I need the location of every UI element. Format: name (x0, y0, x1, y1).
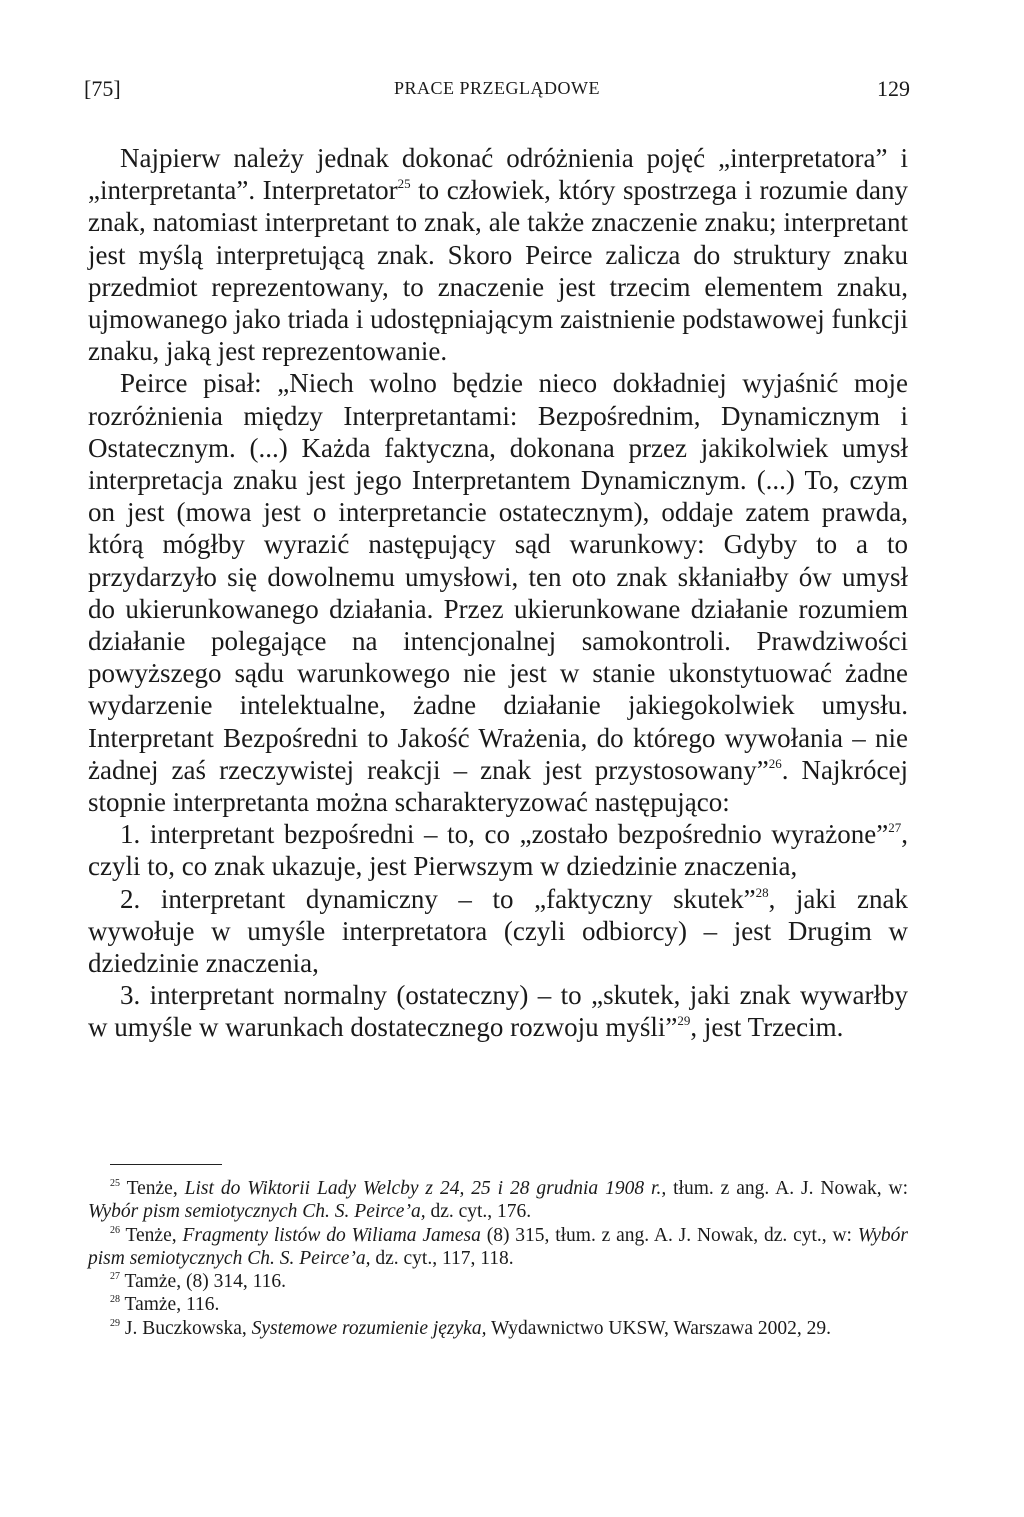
section-title: PRACE PRZEGLĄDOWE (394, 78, 600, 98)
footnote-ref-29[interactable]: 29 (677, 1013, 691, 1029)
paragraph-2: Peirce pisał: „Niech wolno będzie nieco dokładniej wyjaśnić moje rozróżnienia między Interpretantami: Bezpośrednim, Dynamicznym i Ostatecznym. (...) Każda faktyczna, dokonana przez jakikolwiek umysł interpretacja znaku jest jego Interpretantem Dynamicznym. (...) To, czym on jest (mowa jest o interpretancie ostatecznym), oddaje zatem prawda, którą mógłby wyrazić następujący sąd warunkowy: Gdyby to a to przydarzyło się dowolnemu umysłowi, ten oto znak skłaniałby ów umysł do ukierunkowanego działania. Przez ukierunkowane działanie rozumiem działanie polegające na intencjonalnej samokontroli. Prawdziwości powyższego sądu warunkowego nie jest w stanie ukonstytuować żadne wydarzenie intelektualne, żadne działanie jakiegokolwiek umysłu. Interpretant Bezpośredni to Jakość Wrażenia, do którego wywołania – nie żadnej zaś rzeczywistej reakcji – znak jest przystosowany”$^{26}$. Najkrócej stopnie interpretanta można scharakteryzować następująco: (88, 368, 909, 818)
footnote: $^{27}$ Tamże, (8) 314, 116. (110, 1271, 286, 1293)
page-label: [75] (84, 76, 121, 101)
page-number: 129 (877, 76, 910, 101)
list-item: 3. interpretant normalny (ostateczny) – to „skutek, jaki znak wywarłby w umyśle w warunkach dostatecznego rozwoju myśli”$^{29}$, jest Trzecim. (88, 980, 908, 1043)
footnote-divider (110, 1164, 222, 1165)
list-item: 2. interpretant dynamiczny – to „faktyczny skutek”$^{28}$, jaki znak wywołuje w umyśle interpretatora (czyli odbiorcy) – jest Drugim w dziedzinie znaczenia, (88, 883, 908, 979)
footnote-ref-27[interactable]: 27 (888, 820, 902, 836)
footnote: $^{26}$ Tenże, Fragmenty listów do Wiliama Jamesa (8) 315, tłum. z ang. A. J. Nowak, dz. cyt., w: Wybór pism semiotycznych Ch. S. Peirce’a, dz. cyt., 117, 118. (88, 1224, 908, 1269)
running-header (84, 76, 910, 106)
footnote: $^{25}$ Tenże, List do Wiktorii Lady Welcby z 24, 25 i 28 grudnia 1908 r., tłum. z ang. A. J. Nowak, w: Wybór pism semiotycznych Ch. S. Peirce’a, dz. cyt., 176. (88, 1178, 908, 1223)
footnotes (88, 1177, 908, 1340)
main-text (88, 142, 908, 1044)
footnote: $^{28}$ Tamże, 116. (110, 1294, 220, 1316)
footnote: $^{29}$ J. Buczkowska, Systemowe rozumienie języka, Wydawnictwo UKSW, Warszawa 2002, 29. (110, 1317, 832, 1339)
paragraph-1: Najpierw należy jednak dokonać odróżnienia pojęć „interpretatora” i „interpretanta”. Interpretator$^{25}$ to człowiek, który spostrzega i rozumie dany znak, natomiast interpretant to znak, ale także znaczenie znaku; interpretant jest myślą interpretującą znak. Skoro Peirce zalicza do struktury znaku przedmiot reprezentowany, to znaczenie jest trzecim elementem znaku, ujmowanego jako triada i udostępniającym zaistnienie podstawowej funkcji znaku, jaką jest reprezentowanie. (88, 143, 908, 367)
footnote-ref-28[interactable]: 28 (755, 884, 769, 900)
list-item: 1. interpretant bezpośredni – to, co „zostało bezpośrednio wyrażone”$^{27}$, czyli to, co znak ukazuje, jest Pierwszym w dziedzinie znaczenia, (88, 819, 908, 882)
footnote-ref-26[interactable]: 26 (768, 755, 782, 771)
footnote-ref-25[interactable]: 25 (397, 176, 411, 192)
